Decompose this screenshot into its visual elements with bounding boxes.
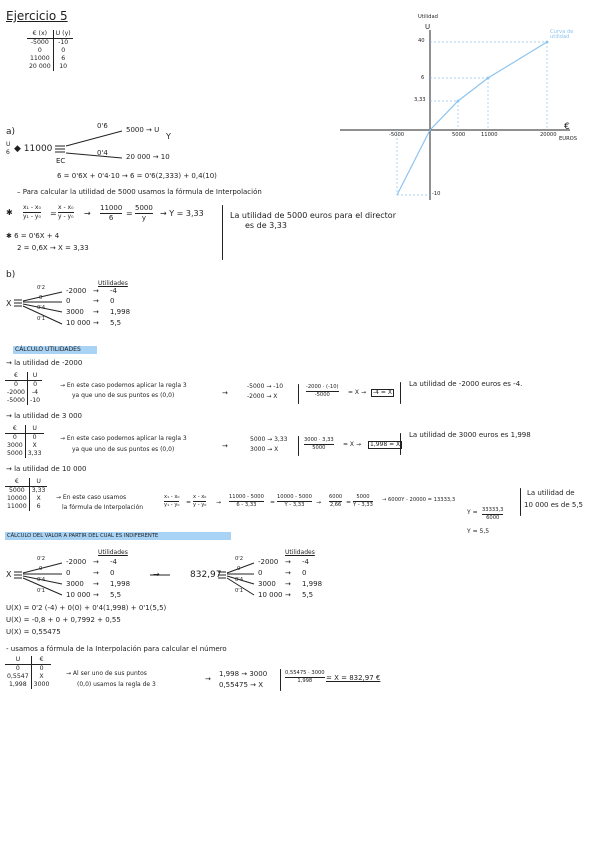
fraction: -2000 · (-10) -5000 xyxy=(306,384,339,399)
indifference-value: 832,97 xyxy=(190,570,222,580)
fraction: x₁ - x₀ y₁ - y₀ xyxy=(23,204,41,220)
fraction: 3000 · 3,33 5000 xyxy=(304,437,334,452)
explanation: la fórmula de Interpolación xyxy=(62,504,144,511)
calc-table: € U 5000 3,33 10000 X 11000 6 xyxy=(7,478,46,510)
utilities-header: Utilidades xyxy=(98,280,128,287)
x-axis-unit: EUROS xyxy=(559,136,578,142)
y-tick: 6 xyxy=(421,75,425,81)
result-box: -4 = X xyxy=(373,389,392,396)
fraction: 33333,3 6000 xyxy=(482,507,504,522)
section-a-label: a) xyxy=(6,127,16,137)
y-tick: -10 xyxy=(432,191,441,197)
equation: ✱ 6 = 0'6X + 4 xyxy=(6,232,60,240)
col-header: U (y) xyxy=(53,30,73,39)
fraction: 5000 Y - 3,33 xyxy=(353,494,373,509)
star-mark: ✱ xyxy=(6,208,13,217)
fraction: 0,55475 · 3000 1,998 xyxy=(285,670,325,685)
ec-label: EC xyxy=(56,157,66,165)
fraction: 6000 2,66 xyxy=(329,494,343,509)
branch-prob: 0'4 xyxy=(97,149,108,157)
explanation: → En este caso usamos xyxy=(56,494,127,501)
y-tick: 40 xyxy=(418,38,425,44)
cell: 0 xyxy=(27,47,53,55)
note: – Para calcular la utilidad de 5000 usamos la fórmula de Interpolación xyxy=(17,188,262,196)
utility: 0 xyxy=(110,297,115,305)
result: → Y = 3,33 xyxy=(160,209,204,218)
x-tick: 11000 xyxy=(481,132,498,138)
y-axis-label: U xyxy=(425,23,431,31)
outcome: 10 000 xyxy=(66,319,91,327)
calc-table: € U 0 0 3000 X 5000 3,33 xyxy=(7,425,42,457)
utility: 1,998 xyxy=(110,308,131,316)
a-u6-val: 6 xyxy=(6,149,10,156)
explanation: → Al ser uno de sus puntos xyxy=(66,670,147,677)
cell: 11000 xyxy=(27,55,53,63)
equation: U(X) = 0'2 (-4) + 0(0) + 0'4(1,998) + 0'1(5,5) xyxy=(6,604,167,612)
calc-table: € U 0 0 -2000 -4 -5000 -10 xyxy=(7,372,41,404)
branch-prob: 0'6 xyxy=(97,122,108,130)
fraction: x - x₀ y - y₀ xyxy=(193,494,207,509)
branch-outcome: 20 000 → 10 xyxy=(126,153,170,161)
conclusion: La utilidad de 5000 euros para el director xyxy=(230,211,396,220)
cell: 10 xyxy=(59,63,68,70)
x-tick: -5000 xyxy=(389,132,405,138)
cell: -5000 xyxy=(27,39,53,48)
utility: -4 xyxy=(110,287,117,295)
conclusion: 10 000 es de 5,5 xyxy=(524,501,584,509)
subsection: → la utilidad de 10 000 xyxy=(6,465,87,473)
utility: 5,5 xyxy=(110,319,122,327)
equation: 2 = 0,6X → X = 3,33 xyxy=(17,244,89,252)
explanation: → En este caso podemos aplicar la regla 3 xyxy=(60,382,187,389)
result-box: 1,998 = X xyxy=(370,441,401,448)
page-title: Ejercicio 5 xyxy=(6,9,68,23)
section-b-label: b) xyxy=(6,270,16,280)
subsection: → la utilidad de -2000 xyxy=(6,359,83,367)
fraction: 10000 - 5000 Y - 3,33 xyxy=(277,494,312,509)
section-header: CÁLCULO DEL VALOR A PARTIR DEL CUAL ES INDIFERENTE xyxy=(7,533,159,539)
branch-y: Y xyxy=(166,132,171,141)
outcome: 3000 xyxy=(66,308,84,316)
explanation: ya que uno de sus puntos es (0,0) xyxy=(72,446,175,453)
cell: -10 xyxy=(58,39,69,46)
conclusion: es de 3,33 xyxy=(245,221,287,230)
root-x: X xyxy=(6,299,12,308)
cell: 6 xyxy=(61,55,66,62)
x-tick: 20000 xyxy=(540,132,557,138)
fraction: 11000 - 5000 6 - 3,33 xyxy=(229,494,264,509)
curve-label: Curva de utilidad xyxy=(550,29,574,41)
a-u6: U xyxy=(6,141,11,148)
x-axis-label: € xyxy=(564,122,570,132)
equation: U(X) = 0,55475 xyxy=(6,628,61,636)
calc-table: U € 0 0 0,5547 X 1,998 3000 xyxy=(7,656,50,688)
cell: 20 000 xyxy=(27,63,53,71)
conclusion: La utilidad de 3000 euros es 1,998 xyxy=(409,431,531,439)
fraction: 11000 6 xyxy=(100,204,123,222)
y-tick: 3,33 xyxy=(414,97,426,103)
final-result: = X = 832,97 € xyxy=(326,674,381,682)
subsection: → la utilidad de 3 000 xyxy=(6,412,82,420)
section-header: CÁLCULO UTILIDADES xyxy=(15,346,81,353)
equation: 6 = 0'6X + 0'4·10 → 6 = 0'6(2,333) + 0,4(10) xyxy=(57,172,217,180)
explanation: ya que uno de sus puntos es (0,0) xyxy=(72,392,175,399)
fraction: 5000 y xyxy=(135,204,153,222)
equation: U(X) = -0,8 + 0 + 0,7992 + 0,55 xyxy=(6,616,121,624)
col-header: € (x) xyxy=(27,30,53,39)
branch-outcome: 5000 → U xyxy=(126,126,160,134)
fraction: x₁ - x₀ y₁ - y₀ xyxy=(164,494,180,509)
outcome: -2000 xyxy=(66,287,87,295)
note: - usamos a fórmula de la Interpolación para calcular el número xyxy=(6,645,227,653)
decision-root: ◆ 11000 xyxy=(14,144,53,154)
explanation: (0,0) usamos la regla de 3 xyxy=(77,681,156,688)
conclusion: La utilidad de xyxy=(527,489,575,497)
fraction: x - x₀ y - y₀ xyxy=(58,204,74,220)
outcome: 0 xyxy=(66,297,71,305)
cell: 0 xyxy=(61,47,66,54)
conclusion: La utilidad de -2000 euros es -4. xyxy=(409,380,523,388)
y-axis-title: Utilidad xyxy=(418,14,438,20)
explanation: → En este caso podemos aplicar la regla 3 xyxy=(60,435,187,442)
x-tick: 5000 xyxy=(452,132,466,138)
